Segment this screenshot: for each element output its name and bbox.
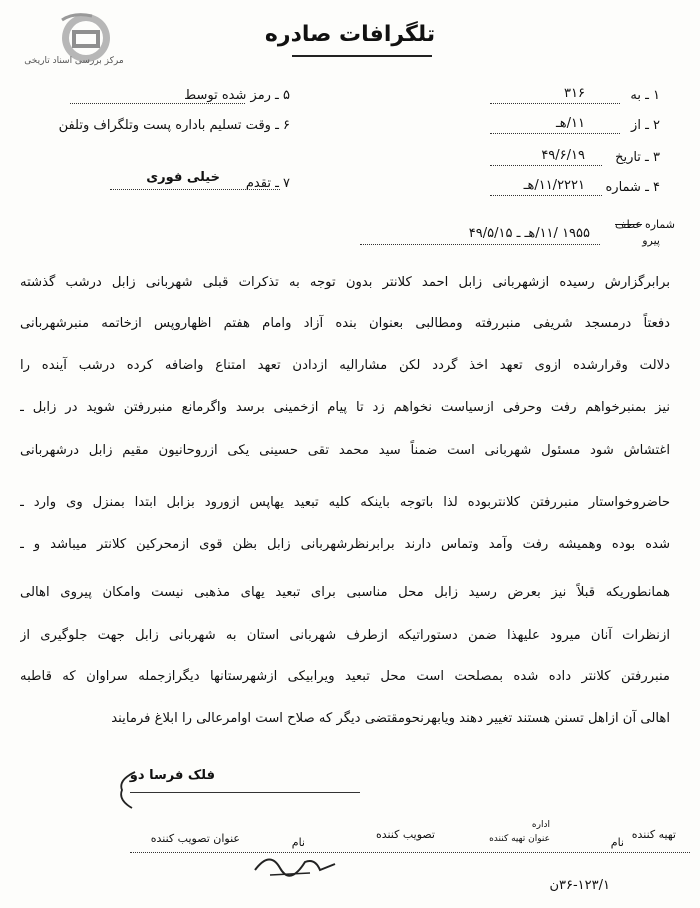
title-underline	[292, 55, 432, 57]
bracket-mark-icon	[110, 770, 140, 810]
footer-name-label-2: نام	[291, 836, 305, 849]
body-line-8: همانطوریکه قبلاً نیز بعرض رسید زابل محل مناسبی برای تبعید یهای مذهبی نیست وامکان پیروی اهالی	[20, 585, 670, 600]
body-line-4: نیز بمنبرخواهم رفت وحرفی ازسیاست نخواهم زد تا پیام ازخمینی برسد واگرمانع منبررفتن شوید در زابل ـ	[20, 400, 670, 415]
field-to-value: ۳۱۶	[564, 86, 585, 101]
archive-number: ۳۶-۱۲۳/۱ن	[549, 878, 610, 893]
field-priority-line	[110, 189, 280, 190]
footer-approver-title-label: عنوان تصویب کننده	[150, 832, 240, 845]
body-line-7: شده بوده وهمیشه رفت وآمد وتماس دارند برابرنظرشهربانی زابل بظن قوی ازمحرکین کلانتر میباشد و ـ	[20, 537, 670, 552]
reference-line	[360, 244, 600, 245]
body-line-9: ازنظرات آنان میرود علیهذا ضمن دستوراتیکه ازطرف شهربانی استان به شهربانی زابل جهت جلوگیری از	[20, 628, 670, 643]
footer-office-label: اداره	[531, 820, 550, 830]
field-delivery-label: ۶ ـ وقت تسلیم باداره پست وتلگراف وتلفن	[58, 118, 290, 133]
field-priority-label: ۷ ـ تقدم	[245, 176, 290, 191]
reference-label: شماره	[644, 218, 675, 231]
footer-office-sub: عنوان تهیه کننده	[489, 834, 550, 844]
field-code-label: ۵ ـ رمز شده توسط	[184, 88, 290, 103]
footer-signature-line	[130, 852, 690, 853]
field-priority-value: خیلی فوری	[146, 170, 220, 185]
body-line-6: حاضروخواستار منبررفتن کلانتربوده لذا باتوجه باینکه کلیه تبعید یهاپس ازورود بزابل ابتدا بمنزل وی وارد ـ	[20, 495, 670, 510]
footer-preparer-label: تهیه کننده	[631, 828, 676, 841]
field-number-value: ۱۱/۲۲۲۱/هـ	[523, 178, 585, 193]
body-line-11: اهالی آن ازاهل تسنن هستند تغییر دهند ویابهرنحومقتضی دیگر که صلاح است اوامرعالی را ابلاغ فرمایند	[111, 711, 670, 726]
handwritten-signature-icon	[250, 840, 340, 880]
field-to-line	[490, 103, 620, 104]
body-line-3: دلالت وقرارشده ازوی تعهد اخذ گردد لکن مشارالیه ازدادن تعهد امتناع واضافه کرده درشب آینده را	[20, 358, 670, 373]
field-from-value: ۱۱/هـ	[555, 116, 585, 131]
field-date-line	[490, 165, 602, 166]
body-line-1: برابرگزارش رسیده ازشهربانی زابل احمد کلانتر بدون توجه به تذکرات قبلی شهربانی زابل درشب گذشته	[20, 275, 670, 290]
reference-value: ۱۹۵۵ /۱۱/هـ ـ ۴۹/۵/۱۵	[468, 226, 590, 241]
field-from-label: ۲ ـ از	[631, 118, 660, 133]
field-number-line	[490, 195, 602, 196]
field-from-line	[490, 133, 620, 134]
reference-struck: عطف	[615, 218, 642, 231]
field-code-line	[70, 103, 245, 104]
field-to-label: ۱ ـ به	[630, 88, 660, 103]
archive-logo-text: مرکز بررسی اسناد تاریخی	[24, 56, 124, 66]
footer-name-label-1: نام	[610, 836, 624, 849]
document-title: تلگرافات صادره	[264, 22, 436, 47]
footer-approver-label: تصویب کننده	[375, 828, 435, 841]
field-date-value: ۴۹/۶/۱۹	[541, 148, 585, 163]
field-number-label: ۴ ـ شماره	[605, 180, 660, 195]
signature-note-line	[130, 792, 360, 793]
field-date-label: ۳ ـ تاریخ	[615, 150, 660, 165]
body-line-10: منبررفتن کلانتر داده شده بمصلحت است محل تبعید ویرابیکی ازشهرستانها دیگرازجمله سراوان که قاطبه	[20, 669, 670, 684]
body-line-2: دفعتاً درمسجد شریفی منبررفته ومطالبی بعنوان بنده آزاد وامام هفتم اظهاروپس ازخاتمه منبرشهربانی	[20, 316, 670, 331]
reference-sub: پیرو	[642, 234, 660, 247]
signature-note: فلک فرسا دو	[129, 768, 215, 783]
body-line-5: اغتشاش شود مسئول شهربانی است ضمناً سید محمد تقی حسینی یکی ازروحانیون مقیم زابل درشهربانی	[20, 443, 670, 458]
